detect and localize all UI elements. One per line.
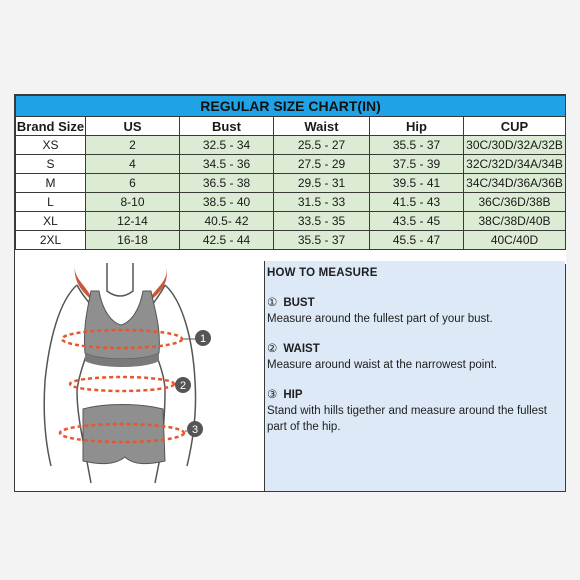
table-row xyxy=(16,193,566,212)
bra-top xyxy=(84,291,159,359)
table-cell: 6 xyxy=(86,174,180,193)
lower-section xyxy=(15,261,565,491)
table-cell: 35.5 - 37 xyxy=(274,231,370,250)
table-cell: 2 xyxy=(86,136,180,155)
table-row xyxy=(16,136,566,155)
table-row xyxy=(16,174,566,193)
hip-heading xyxy=(267,387,565,403)
table-row xyxy=(16,212,566,231)
bust-label: BUST xyxy=(283,297,315,309)
hip-instruction: Stand with hills tigether and measure around the fullest part of the hip. xyxy=(267,405,547,433)
brand-size-cell: L xyxy=(16,193,86,212)
column-header: CUP xyxy=(464,117,566,136)
table-cell: 25.5 - 27 xyxy=(274,136,370,155)
table-cell: 34C/34D/36A/36B xyxy=(464,174,566,193)
table-cell: 45.5 - 47 xyxy=(370,231,464,250)
table-cell: 4 xyxy=(86,155,180,174)
table-cell: 36.5 - 38 xyxy=(180,174,274,193)
bust-instruction: Measure around the fullest part of your bust. xyxy=(267,313,493,325)
waist-line xyxy=(70,377,174,391)
column-header: Waist xyxy=(274,117,370,136)
table-cell: 41.5 - 43 xyxy=(370,193,464,212)
table-cell: 42.5 - 44 xyxy=(180,231,274,250)
table-cell: 8-10 xyxy=(86,193,180,212)
table-cell: 29.5 - 31 xyxy=(274,174,370,193)
table-cell: 32C/32D/34A/34B xyxy=(464,155,566,174)
chart-title: REGULAR SIZE CHART(IN) xyxy=(16,96,566,117)
waist-label: WAIST xyxy=(283,343,320,355)
marker-2: 2 xyxy=(179,380,187,392)
shorts xyxy=(83,405,165,464)
size-chart-frame xyxy=(14,94,566,492)
waist-number: ② xyxy=(267,343,278,355)
brand-size-cell: S xyxy=(16,155,86,174)
body-figure-svg xyxy=(15,261,263,491)
table-row xyxy=(16,155,566,174)
column-header: Bust xyxy=(180,117,274,136)
waist-heading xyxy=(267,341,565,357)
body-measure-illustration xyxy=(15,261,265,491)
table-cell: 33.5 - 35 xyxy=(274,212,370,231)
waist-instruction: Measure around waist at the narrowest point. xyxy=(267,359,498,371)
table-row xyxy=(16,231,566,250)
table-cell: 16-18 xyxy=(86,231,180,250)
table-cell: 36C/36D/38B xyxy=(464,193,566,212)
column-header: Hip xyxy=(370,117,464,136)
neck xyxy=(107,263,133,296)
column-header: Brand Size xyxy=(16,118,85,134)
table-cell: 31.5 - 33 xyxy=(274,193,370,212)
table-cell: 40.5- 42 xyxy=(180,212,274,231)
table-cell: 40C/40D xyxy=(464,231,566,250)
table-cell: 43.5 - 45 xyxy=(370,212,464,231)
brand-size-cell: XL xyxy=(16,212,86,231)
brand-size-cell: M xyxy=(16,174,86,193)
table-cell: 38.5 - 40 xyxy=(180,193,274,212)
marker-1: 1 xyxy=(199,333,207,345)
bust-number: ① xyxy=(267,297,278,309)
table-cell: 27.5 - 29 xyxy=(274,155,370,174)
size-chart-table xyxy=(15,95,566,265)
hip-label: HIP xyxy=(283,389,303,401)
table-cell: 39.5 - 41 xyxy=(370,174,464,193)
table-cell: 12-14 xyxy=(86,212,180,231)
brand-size-cell: 2XL xyxy=(16,231,86,250)
table-cell: 35.5 - 37 xyxy=(370,136,464,155)
column-header: US xyxy=(86,117,180,136)
table-cell: 30C/30D/32A/32B xyxy=(464,136,566,155)
hip-number: ③ xyxy=(267,389,278,401)
brand-size-cell: XS xyxy=(16,136,86,155)
table-cell: 32.5 - 34 xyxy=(180,136,274,155)
table-cell: 38C/38D/40B xyxy=(464,212,566,231)
how-to-measure-panel xyxy=(265,261,565,491)
table-cell: 37.5 - 39 xyxy=(370,155,464,174)
marker-3: 3 xyxy=(191,424,199,436)
table-cell: 34.5 - 36 xyxy=(180,155,274,174)
how-to-measure-title: HOW TO MEASURE xyxy=(267,267,378,279)
bust-heading xyxy=(267,295,565,311)
